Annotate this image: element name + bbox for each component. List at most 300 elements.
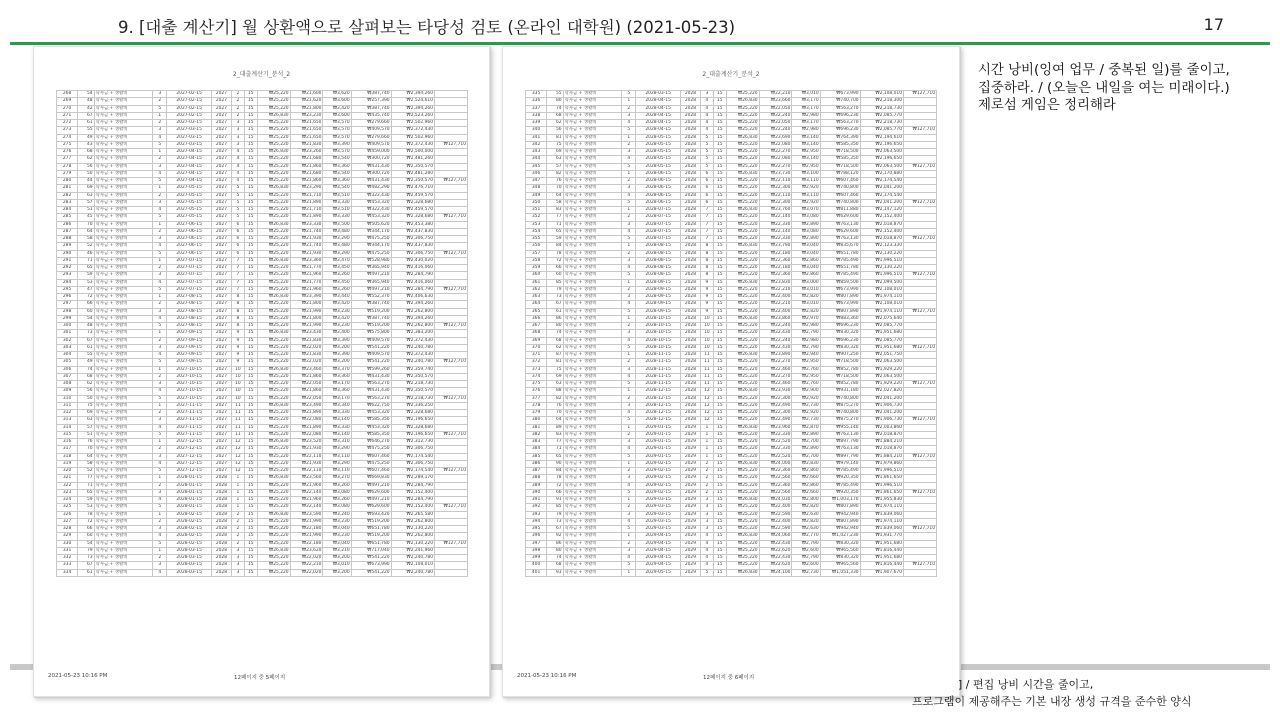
table-cell: 2027 bbox=[211, 120, 231, 127]
table-row bbox=[57, 482, 468, 489]
table-cell: ₩2,075,640 bbox=[860, 315, 903, 322]
table-cell: 11 bbox=[700, 381, 713, 388]
table-cell bbox=[904, 497, 937, 504]
table-cell bbox=[435, 272, 468, 279]
table-cell: 2 bbox=[153, 98, 167, 105]
table-cell: ₩2,041,200 bbox=[860, 185, 903, 192]
table-cell: 학자금 + 생활비 bbox=[563, 286, 622, 293]
table-cell: ₩21,650 bbox=[290, 127, 323, 134]
table-cell: 학자금 + 생활비 bbox=[94, 366, 153, 373]
table-cell: 2028 bbox=[680, 352, 700, 359]
table-cell: 2027-02-15 bbox=[167, 112, 212, 119]
table-cell: ₩21,860 bbox=[290, 373, 323, 380]
table-cell: ₩21,650 bbox=[290, 134, 323, 141]
table-cell: ₩2,336,250 bbox=[391, 402, 434, 409]
table-cell: ₩3,260 bbox=[323, 497, 351, 504]
table-cell: 10 bbox=[700, 337, 713, 344]
table-cell: ₩24,030 bbox=[759, 497, 792, 504]
table-cell: 2 bbox=[622, 250, 636, 257]
table-cell: 397 bbox=[526, 540, 547, 547]
table-cell: ₩22,210 bbox=[759, 301, 792, 308]
table-cell: 학자금 + 생활비 bbox=[94, 156, 153, 163]
table-cell: 2028-12-15 bbox=[636, 388, 681, 395]
table-cell: ₩2,130,220 bbox=[391, 526, 434, 533]
table-cell: 학자금 + 생활비 bbox=[563, 468, 622, 475]
table-cell: 2028 bbox=[680, 402, 700, 409]
table-cell: ₩2,306,750 bbox=[391, 460, 434, 467]
table-cell: 344 bbox=[526, 156, 547, 163]
table-cell: ₩3,040 bbox=[323, 526, 351, 533]
table-cell: 2027 bbox=[211, 402, 231, 409]
page-number: 17 bbox=[1203, 15, 1224, 34]
table-cell bbox=[904, 402, 937, 409]
table-cell: 2027 bbox=[211, 199, 231, 206]
table-cell: ₩2,018,870 bbox=[860, 236, 903, 243]
table-cell: ₩651,780 bbox=[820, 265, 860, 272]
table-cell: 61 bbox=[78, 344, 94, 351]
table-cell: ₩25,220 bbox=[257, 243, 290, 250]
table-cell: ₩3,170 bbox=[323, 381, 351, 388]
table-cell bbox=[904, 359, 937, 366]
table-cell: 15 bbox=[244, 199, 257, 206]
table-cell: 53 bbox=[78, 504, 94, 511]
table-cell: ₩3,290 bbox=[323, 250, 351, 257]
table-cell: 339 bbox=[526, 120, 547, 127]
table-cell: ₩2,194,610 bbox=[860, 134, 903, 141]
table-cell: ₩1,979,860 bbox=[860, 460, 903, 467]
table-cell: 4 bbox=[622, 373, 636, 380]
table-cell: ₩23,230 bbox=[290, 112, 323, 119]
table-cell: 15 bbox=[244, 265, 257, 272]
table-cell: ₩528,980 bbox=[351, 257, 391, 264]
table-row bbox=[57, 431, 468, 438]
table-cell: ₩3,140 bbox=[323, 417, 351, 424]
table-cell bbox=[435, 511, 468, 518]
table-row bbox=[526, 98, 937, 105]
table-cell: 348 bbox=[526, 185, 547, 192]
table-cell: ₩25,220 bbox=[257, 540, 290, 547]
table-cell: ₩25,220 bbox=[726, 547, 759, 554]
table-cell: ₩26,830 bbox=[726, 388, 759, 395]
table-cell bbox=[435, 185, 468, 192]
table-cell: 2027-10-15 bbox=[167, 381, 212, 388]
table-cell: ₩25,220 bbox=[257, 468, 290, 475]
table-cell: 2027-12-15 bbox=[167, 453, 212, 460]
table-cell bbox=[904, 439, 937, 446]
table-cell: 88 bbox=[547, 388, 563, 395]
table-cell bbox=[435, 555, 468, 562]
table-cell: ₩22,300 bbox=[759, 410, 792, 417]
table-cell: ₩519,200 bbox=[351, 323, 391, 330]
table-cell: ₩629,600 bbox=[351, 504, 391, 511]
table-cell: 15 bbox=[244, 431, 257, 438]
table-cell: 4 bbox=[153, 497, 167, 504]
table-cell: 2027 bbox=[211, 359, 231, 366]
table-cell: 5 bbox=[153, 540, 167, 547]
table-cell: 5 bbox=[153, 359, 167, 366]
table-cell: ₩2,890 bbox=[792, 236, 820, 243]
table-row bbox=[526, 497, 937, 504]
table-cell: 4 bbox=[153, 207, 167, 214]
table-cell: 2027 bbox=[211, 272, 231, 279]
table-cell: ₩22,400 bbox=[759, 518, 792, 525]
table-cell: ₩2,152,400 bbox=[860, 214, 903, 221]
table-cell: 3 bbox=[700, 504, 713, 511]
table-cell: 2028 bbox=[211, 569, 231, 576]
table-cell: 학자금 + 생활비 bbox=[563, 228, 622, 235]
table-cell: 5 bbox=[153, 250, 167, 257]
table-cell bbox=[435, 192, 468, 199]
table-cell: 2028 bbox=[211, 489, 231, 496]
table-cell: 60 bbox=[547, 272, 563, 279]
table-cell: ₩22,240 bbox=[759, 323, 792, 330]
table-cell: ₩541,220 bbox=[351, 344, 391, 351]
table-cell: 학자금 + 생활비 bbox=[94, 395, 153, 402]
table-cell: ₩26,830 bbox=[257, 149, 290, 156]
table-cell: ₩25,220 bbox=[726, 91, 759, 98]
table-cell: 2 bbox=[153, 337, 167, 344]
table-cell: 15 bbox=[713, 439, 726, 446]
table-cell: 398 bbox=[526, 547, 547, 554]
table-cell: 15 bbox=[713, 453, 726, 460]
table-cell: 2028 bbox=[680, 149, 700, 156]
table-cell: 1 bbox=[153, 221, 167, 228]
table-cell: 학자금 + 생활비 bbox=[563, 569, 622, 576]
table-row bbox=[526, 236, 937, 243]
table-cell: 2028-04-15 bbox=[636, 98, 681, 105]
table-cell bbox=[435, 199, 468, 206]
table-cell: 3 bbox=[153, 381, 167, 388]
table-cell: 356 bbox=[526, 243, 547, 250]
table-row bbox=[526, 555, 937, 562]
table-cell: ₩21,890 bbox=[290, 199, 323, 206]
table-cell: ₩2,018,870 bbox=[860, 221, 903, 228]
table-cell: 73 bbox=[78, 555, 94, 562]
table-cell: ₩2,940 bbox=[792, 352, 820, 359]
table-cell: 15 bbox=[244, 518, 257, 525]
table-cell: ₩673,990 bbox=[820, 301, 860, 308]
table-cell: ₩25,220 bbox=[726, 518, 759, 525]
table-row bbox=[57, 337, 468, 344]
table-cell: ₩2,306,750 bbox=[391, 446, 434, 453]
table-cell: ₩585,350 bbox=[820, 141, 860, 148]
table-cell: 316 bbox=[57, 439, 78, 446]
table-cell: ₩475,250 bbox=[351, 236, 391, 243]
table-cell: 15 bbox=[244, 344, 257, 351]
table-cell: 15 bbox=[244, 221, 257, 228]
table-cell: 4 bbox=[622, 446, 636, 453]
table-cell: 2028 bbox=[211, 547, 231, 554]
table-cell: ₩23,730 bbox=[759, 170, 792, 177]
table-cell: 2029 bbox=[680, 475, 700, 482]
table-cell: ₩25,220 bbox=[257, 373, 290, 380]
table-cell: 3 bbox=[231, 120, 244, 127]
table-cell: ₩2,130,220 bbox=[391, 540, 434, 547]
table-cell: ₩764,390 bbox=[820, 134, 860, 141]
table-cell: ₩387,740 bbox=[351, 91, 391, 98]
table-cell: 78 bbox=[78, 511, 94, 518]
table-cell: 15 bbox=[244, 446, 257, 453]
table-row bbox=[57, 453, 468, 460]
table-cell: 66 bbox=[547, 489, 563, 496]
table-cell: 396 bbox=[526, 533, 547, 540]
table-cell: 15 bbox=[713, 431, 726, 438]
table-cell: 2027-04-15 bbox=[167, 156, 212, 163]
table-cell: 2027-09-15 bbox=[167, 352, 212, 359]
table-cell: 346 bbox=[526, 170, 547, 177]
table-cell: 15 bbox=[244, 337, 257, 344]
table-cell: 학자금 + 생활비 bbox=[563, 446, 622, 453]
table-cell: 5 bbox=[700, 149, 713, 156]
table-cell: ₩3,110 bbox=[792, 178, 820, 185]
table-cell: ₩22,080 bbox=[290, 417, 323, 424]
table-cell: 335 bbox=[526, 91, 547, 98]
table-cell: 366 bbox=[526, 315, 547, 322]
table-cell: 2028-05-15 bbox=[636, 163, 681, 170]
table-cell: ₩3,330 bbox=[323, 424, 351, 431]
table-cell: ₩763,130 bbox=[820, 431, 860, 438]
table-cell: ₩979,140 bbox=[820, 460, 860, 467]
table-row bbox=[526, 395, 937, 402]
table-cell: 285 bbox=[57, 214, 78, 221]
table-cell: ₩22,020 bbox=[290, 555, 323, 562]
table-cell: ₩21,600 bbox=[290, 91, 323, 98]
table-cell: ₩3,330 bbox=[323, 214, 351, 221]
table-cell: 2028-05-15 bbox=[636, 149, 681, 156]
table-cell bbox=[904, 518, 937, 525]
table-cell: 학자금 + 생활비 bbox=[563, 424, 622, 431]
table-cell: ₩3,200 bbox=[323, 344, 351, 351]
table-cell: ₩25,220 bbox=[726, 511, 759, 518]
table-row bbox=[57, 562, 468, 569]
table-cell: 2028 bbox=[680, 286, 700, 293]
table-cell: 2027-11-15 bbox=[167, 417, 212, 424]
table-cell: 학자금 + 생활비 bbox=[94, 562, 153, 569]
table-cell: ₩3,010 bbox=[792, 301, 820, 308]
table-cell: 3 bbox=[153, 91, 167, 98]
table-cell: 학자금 + 생활비 bbox=[94, 518, 153, 525]
table-cell: ₩23,330 bbox=[290, 221, 323, 228]
table-row bbox=[57, 475, 468, 482]
table-cell: 2029 bbox=[680, 540, 700, 547]
table-cell: ₩696,230 bbox=[820, 127, 860, 134]
table-cell: ₩387,740 bbox=[351, 301, 391, 308]
table-row bbox=[526, 221, 937, 228]
table-cell: 학자금 + 생활비 bbox=[94, 475, 153, 482]
table-cell: 학자금 + 생활비 bbox=[563, 141, 622, 148]
table-cell: 15 bbox=[713, 504, 726, 511]
table-cell: ₩25,220 bbox=[726, 141, 759, 148]
table-cell: 4 bbox=[622, 482, 636, 489]
table-cell: ₩25,220 bbox=[726, 250, 759, 257]
table-cell: 15 bbox=[244, 257, 257, 264]
table-cell: 81 bbox=[547, 134, 563, 141]
table-cell: 83 bbox=[547, 207, 563, 214]
table-cell: 292 bbox=[57, 265, 78, 272]
table-cell: ₩26,830 bbox=[726, 243, 759, 250]
table-cell bbox=[435, 315, 468, 322]
table-cell: 학자금 + 생활비 bbox=[94, 337, 153, 344]
table-cell: 5 bbox=[231, 192, 244, 199]
table-cell: 15 bbox=[713, 156, 726, 163]
table-cell: 학자금 + 생활비 bbox=[563, 497, 622, 504]
table-cell: ₩21,890 bbox=[290, 424, 323, 431]
table-cell: 275 bbox=[57, 141, 78, 148]
table-cell: 2028-02-15 bbox=[167, 511, 212, 518]
table-cell: 학자금 + 생활비 bbox=[563, 518, 622, 525]
table-cell: 15 bbox=[244, 170, 257, 177]
table-cell: 15 bbox=[713, 149, 726, 156]
table-cell: 2027-06-15 bbox=[167, 228, 212, 235]
table-cell: ₩785,490 bbox=[820, 257, 860, 264]
table-cell: 4 bbox=[622, 555, 636, 562]
table-cell: 3 bbox=[700, 511, 713, 518]
table-cell: ₩3,540 bbox=[323, 170, 351, 177]
table-cell: ₩2,284,790 bbox=[391, 272, 434, 279]
table-cell: 2027-03-15 bbox=[167, 141, 212, 148]
table-cell bbox=[435, 243, 468, 250]
table-cell: ₩25,220 bbox=[257, 286, 290, 293]
table-cell: 2 bbox=[622, 431, 636, 438]
table-cell: 15 bbox=[713, 98, 726, 105]
table-row bbox=[57, 149, 468, 156]
table-cell: ₩2,920 bbox=[792, 199, 820, 206]
table-cell: ₩22,270 bbox=[759, 149, 792, 156]
table-cell: 15 bbox=[713, 330, 726, 337]
table-cell bbox=[435, 98, 468, 105]
table-cell: ₩2,860 bbox=[792, 272, 820, 279]
table-cell: ₩25,220 bbox=[726, 504, 759, 511]
table-cell: 296 bbox=[57, 294, 78, 301]
table-cell: ₩25,220 bbox=[257, 460, 290, 467]
table-cell: 5 bbox=[231, 185, 244, 192]
table-cell: ₩785,490 bbox=[820, 272, 860, 279]
table-cell: 389 bbox=[526, 482, 547, 489]
table-cell: 320 bbox=[57, 468, 78, 475]
table-cell: 15 bbox=[713, 192, 726, 199]
table-cell: 15 bbox=[713, 460, 726, 467]
table-row bbox=[526, 192, 937, 199]
table-cell: 302 bbox=[57, 337, 78, 344]
table-row bbox=[57, 489, 468, 496]
table-cell: 15 bbox=[713, 279, 726, 286]
table-cell: ₩25,220 bbox=[257, 228, 290, 235]
table-cell: 15 bbox=[713, 127, 726, 134]
table-cell: 2027 bbox=[211, 170, 231, 177]
table-cell: ₩696,230 bbox=[820, 337, 860, 344]
table-cell: ₩852,780 bbox=[820, 366, 860, 373]
table-row bbox=[57, 294, 468, 301]
table-cell: 82 bbox=[547, 170, 563, 177]
table-cell bbox=[435, 497, 468, 504]
table-cell: ₩519,200 bbox=[351, 518, 391, 525]
table-cell: ₩2,730 bbox=[792, 402, 820, 409]
table-cell: 2027 bbox=[211, 315, 231, 322]
table-cell: ₩127,710 bbox=[904, 489, 937, 496]
table-cell: 10 bbox=[700, 323, 713, 330]
table-cell: 66 bbox=[78, 526, 94, 533]
table-cell: 2028-07-15 bbox=[636, 207, 681, 214]
table-cell: 280 bbox=[57, 178, 78, 185]
table-cell: 2027 bbox=[211, 286, 231, 293]
table-cell: 281 bbox=[57, 185, 78, 192]
table-cell: ₩3,230 bbox=[323, 323, 351, 330]
table-cell: 2027-04-15 bbox=[167, 149, 212, 156]
table-cell: ₩25,220 bbox=[257, 163, 290, 170]
table-cell: 84 bbox=[547, 243, 563, 250]
table-cell: 2028 bbox=[680, 373, 700, 380]
table-cell: ₩3,080 bbox=[792, 214, 820, 221]
table-cell: ₩3,240 bbox=[323, 511, 351, 518]
table-cell bbox=[904, 460, 937, 467]
table-cell: 2027 bbox=[211, 250, 231, 257]
table-cell: ₩23,860 bbox=[759, 315, 792, 322]
table-cell: ₩3,140 bbox=[323, 431, 351, 438]
table-cell: 15 bbox=[713, 344, 726, 351]
table-cell: 56 bbox=[78, 163, 94, 170]
sheet-footer-page: 12페이지 중 6페이지 bbox=[703, 675, 755, 681]
table-cell: 343 bbox=[526, 149, 547, 156]
table-cell bbox=[904, 250, 937, 257]
table-cell: 2028 bbox=[680, 272, 700, 279]
table-cell: 62 bbox=[547, 120, 563, 127]
table-cell: 274 bbox=[57, 134, 78, 141]
table-cell: ₩2,130,220 bbox=[860, 265, 903, 272]
table-cell: 2027-09-15 bbox=[167, 330, 212, 337]
table-cell: 3 bbox=[622, 294, 636, 301]
table-cell: ₩3,260 bbox=[323, 272, 351, 279]
table-cell: ₩2,437,830 bbox=[391, 243, 434, 250]
table-cell: ₩2,099,500 bbox=[860, 279, 903, 286]
table-cell: ₩22,110 bbox=[759, 192, 792, 199]
table-cell: ₩3,470 bbox=[323, 257, 351, 264]
table-cell: ₩127,710 bbox=[435, 359, 468, 366]
table-cell: 2028 bbox=[680, 308, 700, 315]
table-cell bbox=[435, 489, 468, 496]
table-cell: 학자금 + 생활비 bbox=[94, 533, 153, 540]
table-cell: 2029 bbox=[680, 453, 700, 460]
table-cell: 322 bbox=[57, 482, 78, 489]
table-cell: ₩322,430 bbox=[351, 207, 391, 214]
table-cell: 72 bbox=[78, 294, 94, 301]
table-cell: ₩26,830 bbox=[257, 294, 290, 301]
table-cell: 5 bbox=[153, 105, 167, 112]
table-cell: ₩2,108,010 bbox=[860, 286, 903, 293]
table-cell bbox=[435, 526, 468, 533]
table-cell: ₩22,560 bbox=[759, 489, 792, 496]
table-cell: 368 bbox=[526, 330, 547, 337]
table-cell: 2 bbox=[700, 460, 713, 467]
table-cell: 15 bbox=[244, 439, 257, 446]
table-cell: ₩25,220 bbox=[726, 439, 759, 446]
table-cell: ₩22,270 bbox=[759, 373, 792, 380]
table-cell: 354 bbox=[526, 228, 547, 235]
table-row bbox=[526, 141, 937, 148]
table-cell: ₩25,220 bbox=[726, 120, 759, 127]
table-cell: 2027-08-15 bbox=[167, 323, 212, 330]
table-cell: ₩127,710 bbox=[435, 178, 468, 185]
table-cell: 3 bbox=[622, 366, 636, 373]
table-cell: ₩409,570 bbox=[351, 337, 391, 344]
table-cell bbox=[435, 308, 468, 315]
table-cell bbox=[435, 388, 468, 395]
table-cell: ₩21,960 bbox=[290, 272, 323, 279]
table-cell: 1 bbox=[622, 388, 636, 395]
table-cell: 304 bbox=[57, 352, 78, 359]
table-cell: 15 bbox=[244, 279, 257, 286]
table-cell: 301 bbox=[57, 330, 78, 337]
table-cell: 1 bbox=[153, 330, 167, 337]
